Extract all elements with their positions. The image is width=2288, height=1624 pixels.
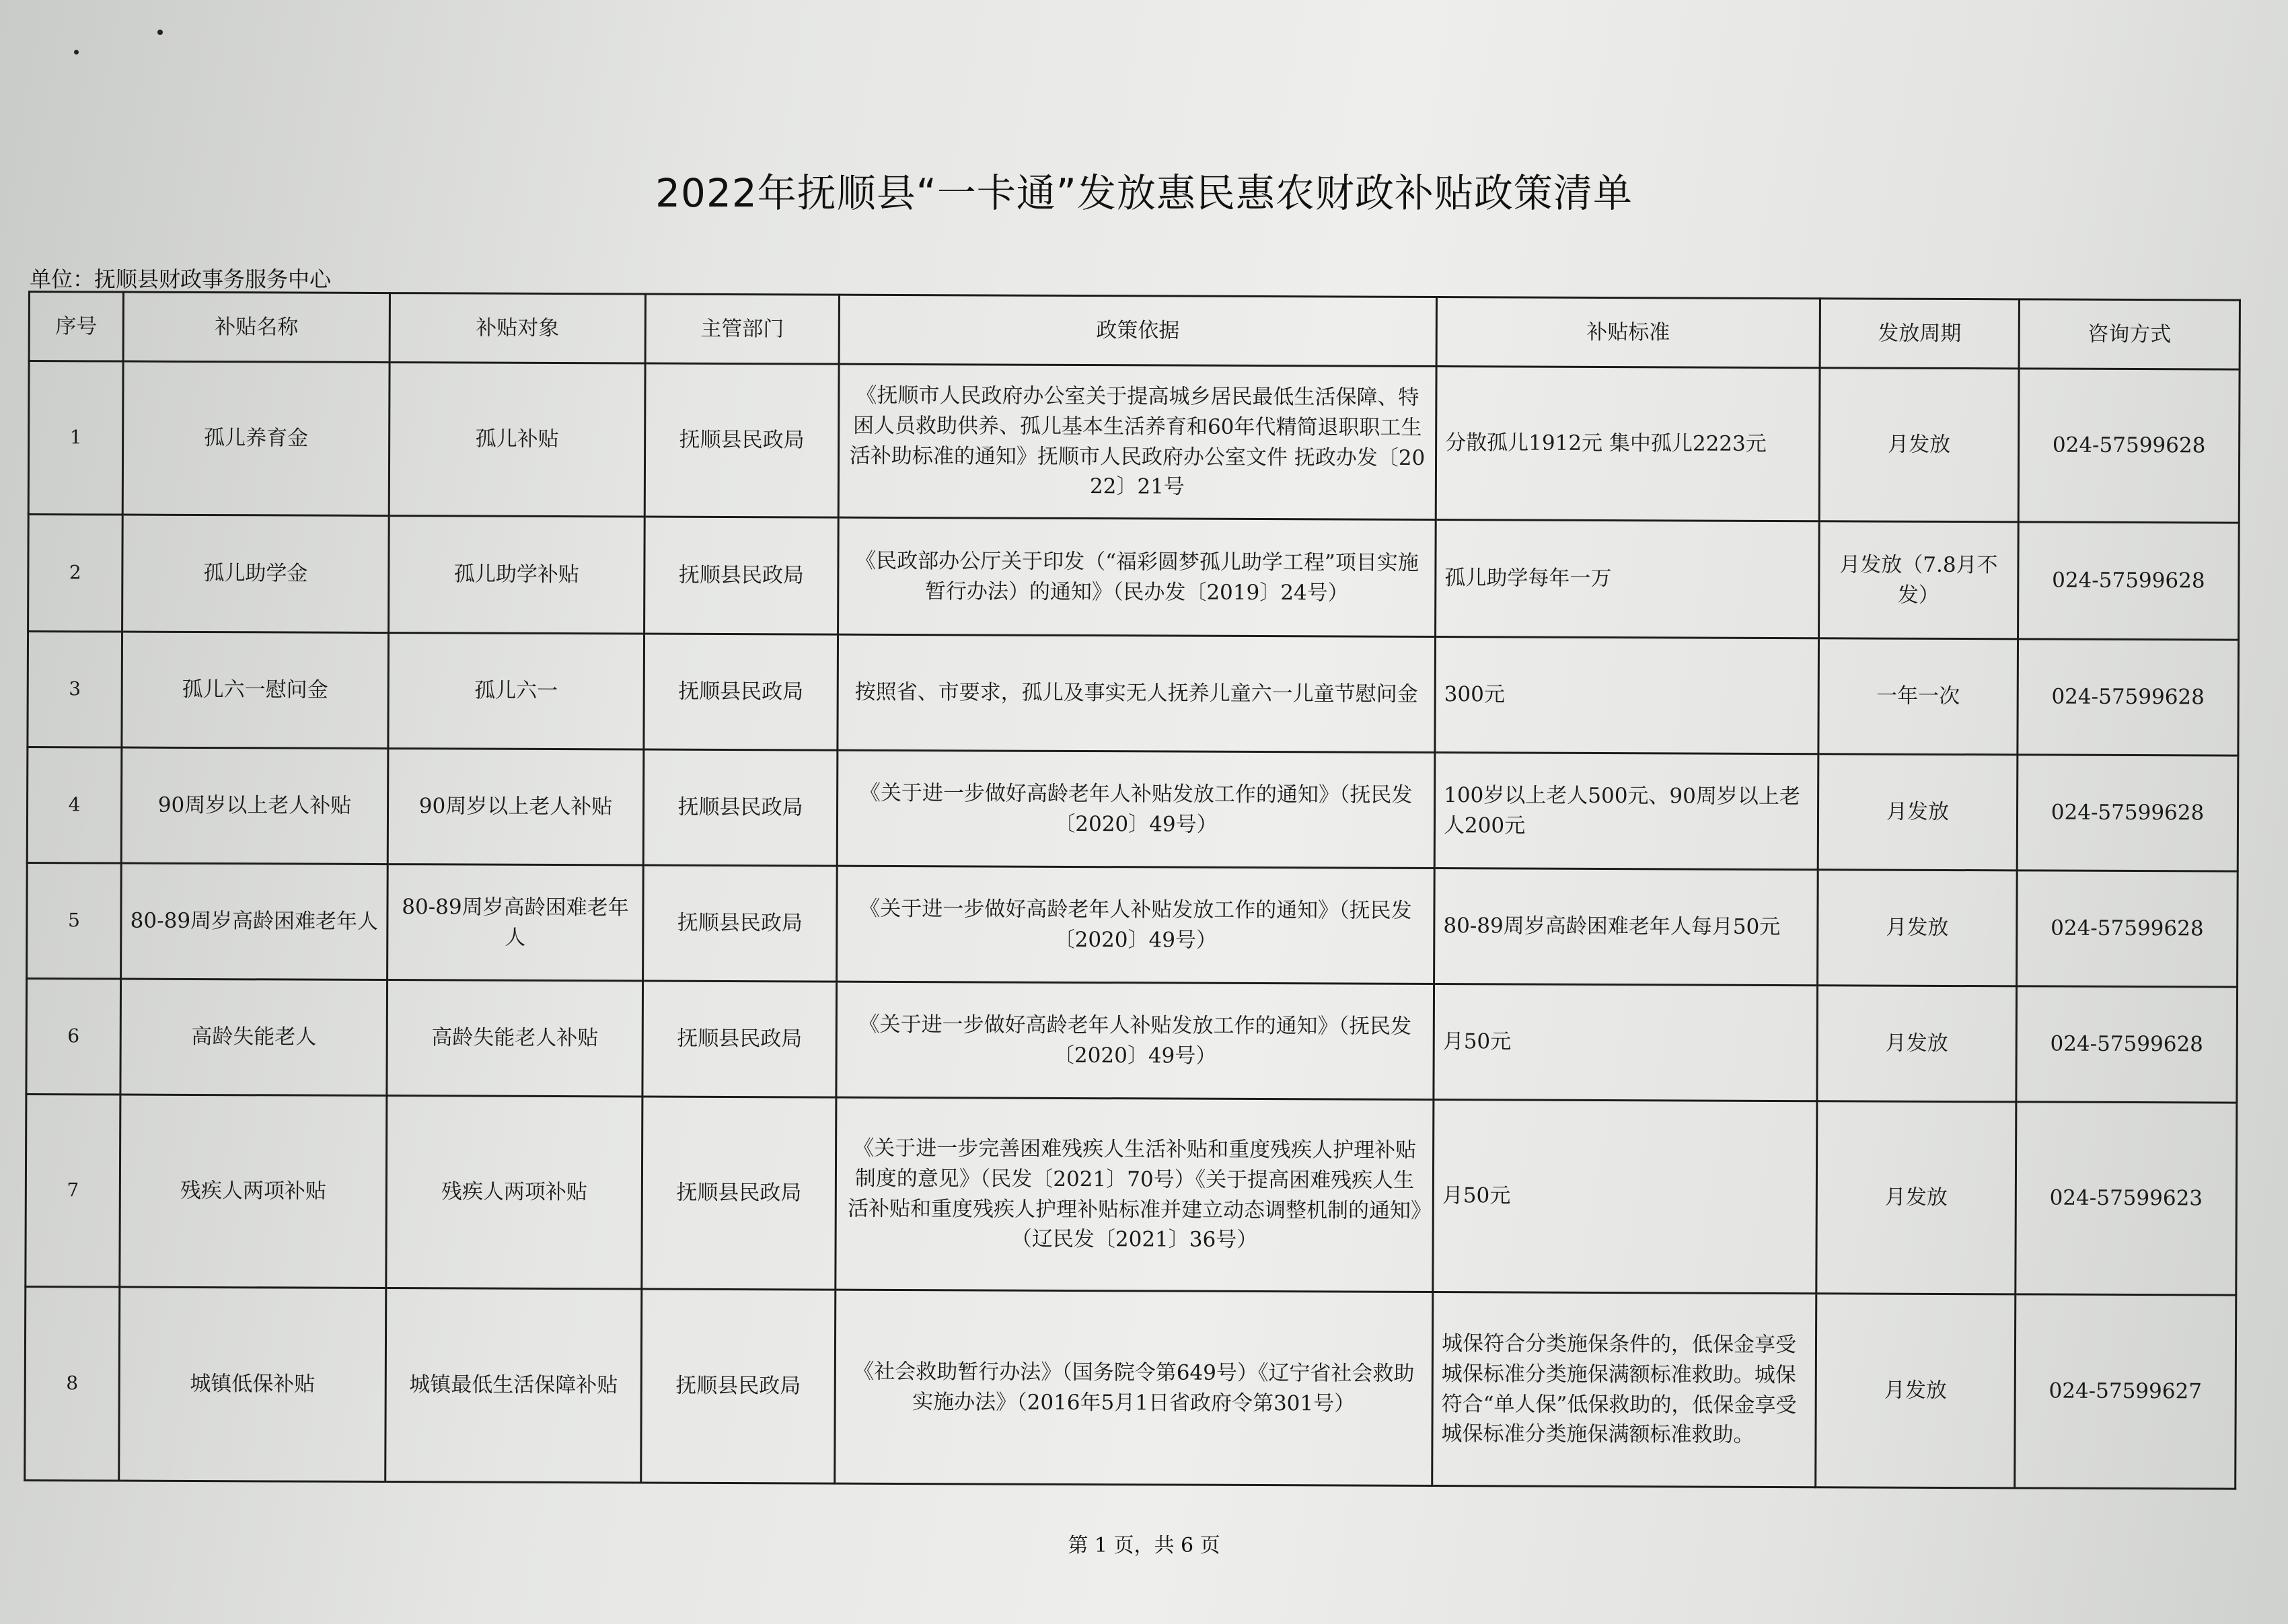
cell-target: 孤儿六一 — [388, 633, 644, 749]
cell-basis: 《民政部办公厅关于印发（“福彩圆梦孤儿助学工程”项目实施暂行办法）的通知》（民办发〔2019〕24号） — [838, 517, 1436, 636]
column-header-basis: 政策依据 — [839, 295, 1436, 366]
cell-cycle: 一年一次 — [1818, 638, 2018, 755]
page-title: 2022年抚顺县“一卡通”发放惠民惠农财政补贴政策清单 — [655, 170, 1633, 216]
cell-dept: 抚顺县民政局 — [644, 517, 839, 634]
column-header-dept: 主管部门 — [645, 294, 839, 364]
table-row — [26, 978, 2238, 1103]
cell-basis: 《关于进一步做好高龄老年人补贴发放工作的通知》（抚民发〔2020〕49号） — [837, 866, 1435, 984]
cell-contact: 024-57599628 — [2018, 369, 2240, 523]
cell-cycle: 月发放 — [1817, 986, 2017, 1102]
cell-basis: 《关于进一步做好高龄老年人补贴发放工作的通知》（抚民发〔2020〕49号） — [837, 750, 1435, 868]
cell-basis: 按照省、市要求，孤儿及事实无人抚养儿童六一儿童节慰问金 — [838, 634, 1436, 752]
cell-dept: 抚顺县民政局 — [642, 1097, 836, 1290]
cell-standard: 100岁以上老人500元、90周岁以上老人200元 — [1434, 753, 1818, 870]
cell-cycle: 月发放 — [1818, 870, 2018, 986]
cell-seq: 2 — [28, 515, 123, 632]
cell-contact: 024-57599628 — [2017, 871, 2238, 987]
cell-name: 孤儿助学金 — [122, 515, 390, 633]
cell-seq: 1 — [28, 361, 123, 515]
cell-contact: 024-57599628 — [2018, 639, 2239, 755]
cell-basis: 《社会救助暂行办法》（国务院令第649号）《辽宁省社会救助实施办法》（2016年5月1日省政府令第301号） — [835, 1290, 1433, 1485]
column-header-contact: 咨询方式 — [2019, 299, 2240, 369]
cell-name: 90周岁以上老人补贴 — [121, 747, 388, 864]
cell-target: 90周岁以上老人补贴 — [388, 749, 644, 865]
cell-cycle: 月发放 — [1819, 368, 2019, 522]
cell-name: 孤儿养育金 — [122, 361, 390, 516]
table-row — [28, 515, 2240, 640]
cell-standard: 孤儿助学每年一万 — [1436, 520, 1820, 638]
cell-cycle: 月发放 — [1816, 1101, 2016, 1294]
cell-name: 80-89周岁高龄困难老年人 — [121, 863, 388, 980]
table-row — [26, 1094, 2237, 1295]
cell-target: 孤儿助学补贴 — [389, 516, 645, 634]
cell-target: 孤儿补贴 — [389, 363, 645, 517]
cell-target: 城镇最低生活保障补贴 — [385, 1288, 642, 1483]
table-row — [25, 1286, 2236, 1489]
cell-contact: 024-57599628 — [2018, 522, 2240, 640]
policy-table — [24, 291, 2241, 1490]
cell-standard: 80-89周岁高龄困难老年人每月50元 — [1434, 869, 1818, 986]
cell-dept: 抚顺县民政局 — [642, 981, 837, 1097]
cell-name: 城镇低保补贴 — [119, 1287, 386, 1482]
cell-contact: 024-57599628 — [2017, 755, 2238, 871]
cell-dept: 抚顺县民政局 — [641, 1289, 836, 1483]
cell-standard: 300元 — [1435, 637, 1819, 754]
cell-standard: 城保符合分类施保条件的，低保金享受城保标准分类施保满额标准救助。城保符合“单人保”低保救助的，低保金享受城保标准分类施保满额标准救助。 — [1432, 1292, 1816, 1487]
cell-seq: 5 — [27, 862, 122, 979]
cell-seq: 3 — [28, 632, 122, 748]
cell-basis: 《抚顺市人民政府办公室关于提高城乡居民最低生活保障、特困人员救助供养、孤儿基本生活养育和60年代精简退职职工生活补助标准的通知》抚顺市人民政府办公室文件 抚政办发〔2022〕21号 — [838, 364, 1436, 519]
cell-dept: 抚顺县民政局 — [644, 363, 839, 517]
table-row — [28, 632, 2239, 756]
unit-label: 单位：抚顺县财政事务服务中心 — [30, 266, 332, 292]
cell-seq: 6 — [26, 978, 121, 1095]
cell-seq: 4 — [27, 747, 122, 864]
cell-contact: 024-57599628 — [2016, 986, 2238, 1103]
cell-target: 80-89周岁高龄困难老年人 — [388, 864, 644, 981]
cell-contact: 024-57599623 — [2016, 1102, 2237, 1295]
dust-speck — [157, 30, 163, 35]
column-header-standard: 补贴标准 — [1436, 297, 1820, 368]
cell-standard: 分散孤儿1912元 集中孤儿2223元 — [1436, 367, 1820, 521]
cell-seq: 8 — [25, 1286, 120, 1481]
cell-name: 孤儿六一慰问金 — [122, 632, 389, 749]
cell-standard: 月50元 — [1433, 1100, 1817, 1294]
cell-target: 残疾人两项补贴 — [386, 1096, 642, 1289]
cell-seq: 7 — [26, 1094, 120, 1287]
cell-cycle: 月发放（7.8月不发） — [1819, 521, 2019, 639]
cell-contact: 024-57599627 — [2015, 1294, 2236, 1489]
cell-target: 高龄失能老人补贴 — [387, 980, 643, 1097]
cell-standard: 月50元 — [1434, 984, 1818, 1101]
cell-dept: 抚顺县民政局 — [644, 634, 838, 750]
cell-basis: 《关于进一步完善困难残疾人生活补贴和重度残疾人护理补贴制度的意见》（民发〔2021〕70号）《关于提高困难残疾人生活补贴和重度残疾人护理补贴标准并建立动态调整机制的通知》（辽民发〔2021〕36号） — [836, 1097, 1434, 1292]
cell-cycle: 月发放 — [1818, 754, 2018, 871]
cell-dept: 抚顺县民政局 — [643, 749, 838, 866]
dust-speck — [74, 50, 79, 54]
page-footer: 第 1 页，共 6 页 — [1068, 1534, 1220, 1557]
cell-name: 残疾人两项补贴 — [120, 1095, 387, 1288]
column-header-target: 补贴对象 — [390, 293, 645, 363]
cell-basis: 《关于进一步做好高龄老年人补贴发放工作的通知》（抚民发〔2020〕49号） — [836, 982, 1434, 1099]
table-header-row — [29, 292, 2240, 370]
cell-dept: 抚顺县民政局 — [643, 865, 838, 982]
column-header-seq: 序号 — [29, 292, 123, 362]
cell-cycle: 月发放 — [1816, 1294, 2016, 1488]
table-row — [28, 361, 2240, 523]
column-header-cycle: 发放周期 — [1820, 299, 2019, 369]
table-row — [27, 747, 2238, 872]
column-header-name: 补贴名称 — [123, 292, 390, 363]
table-row — [27, 862, 2238, 987]
cell-name: 高龄失能老人 — [120, 979, 388, 1096]
